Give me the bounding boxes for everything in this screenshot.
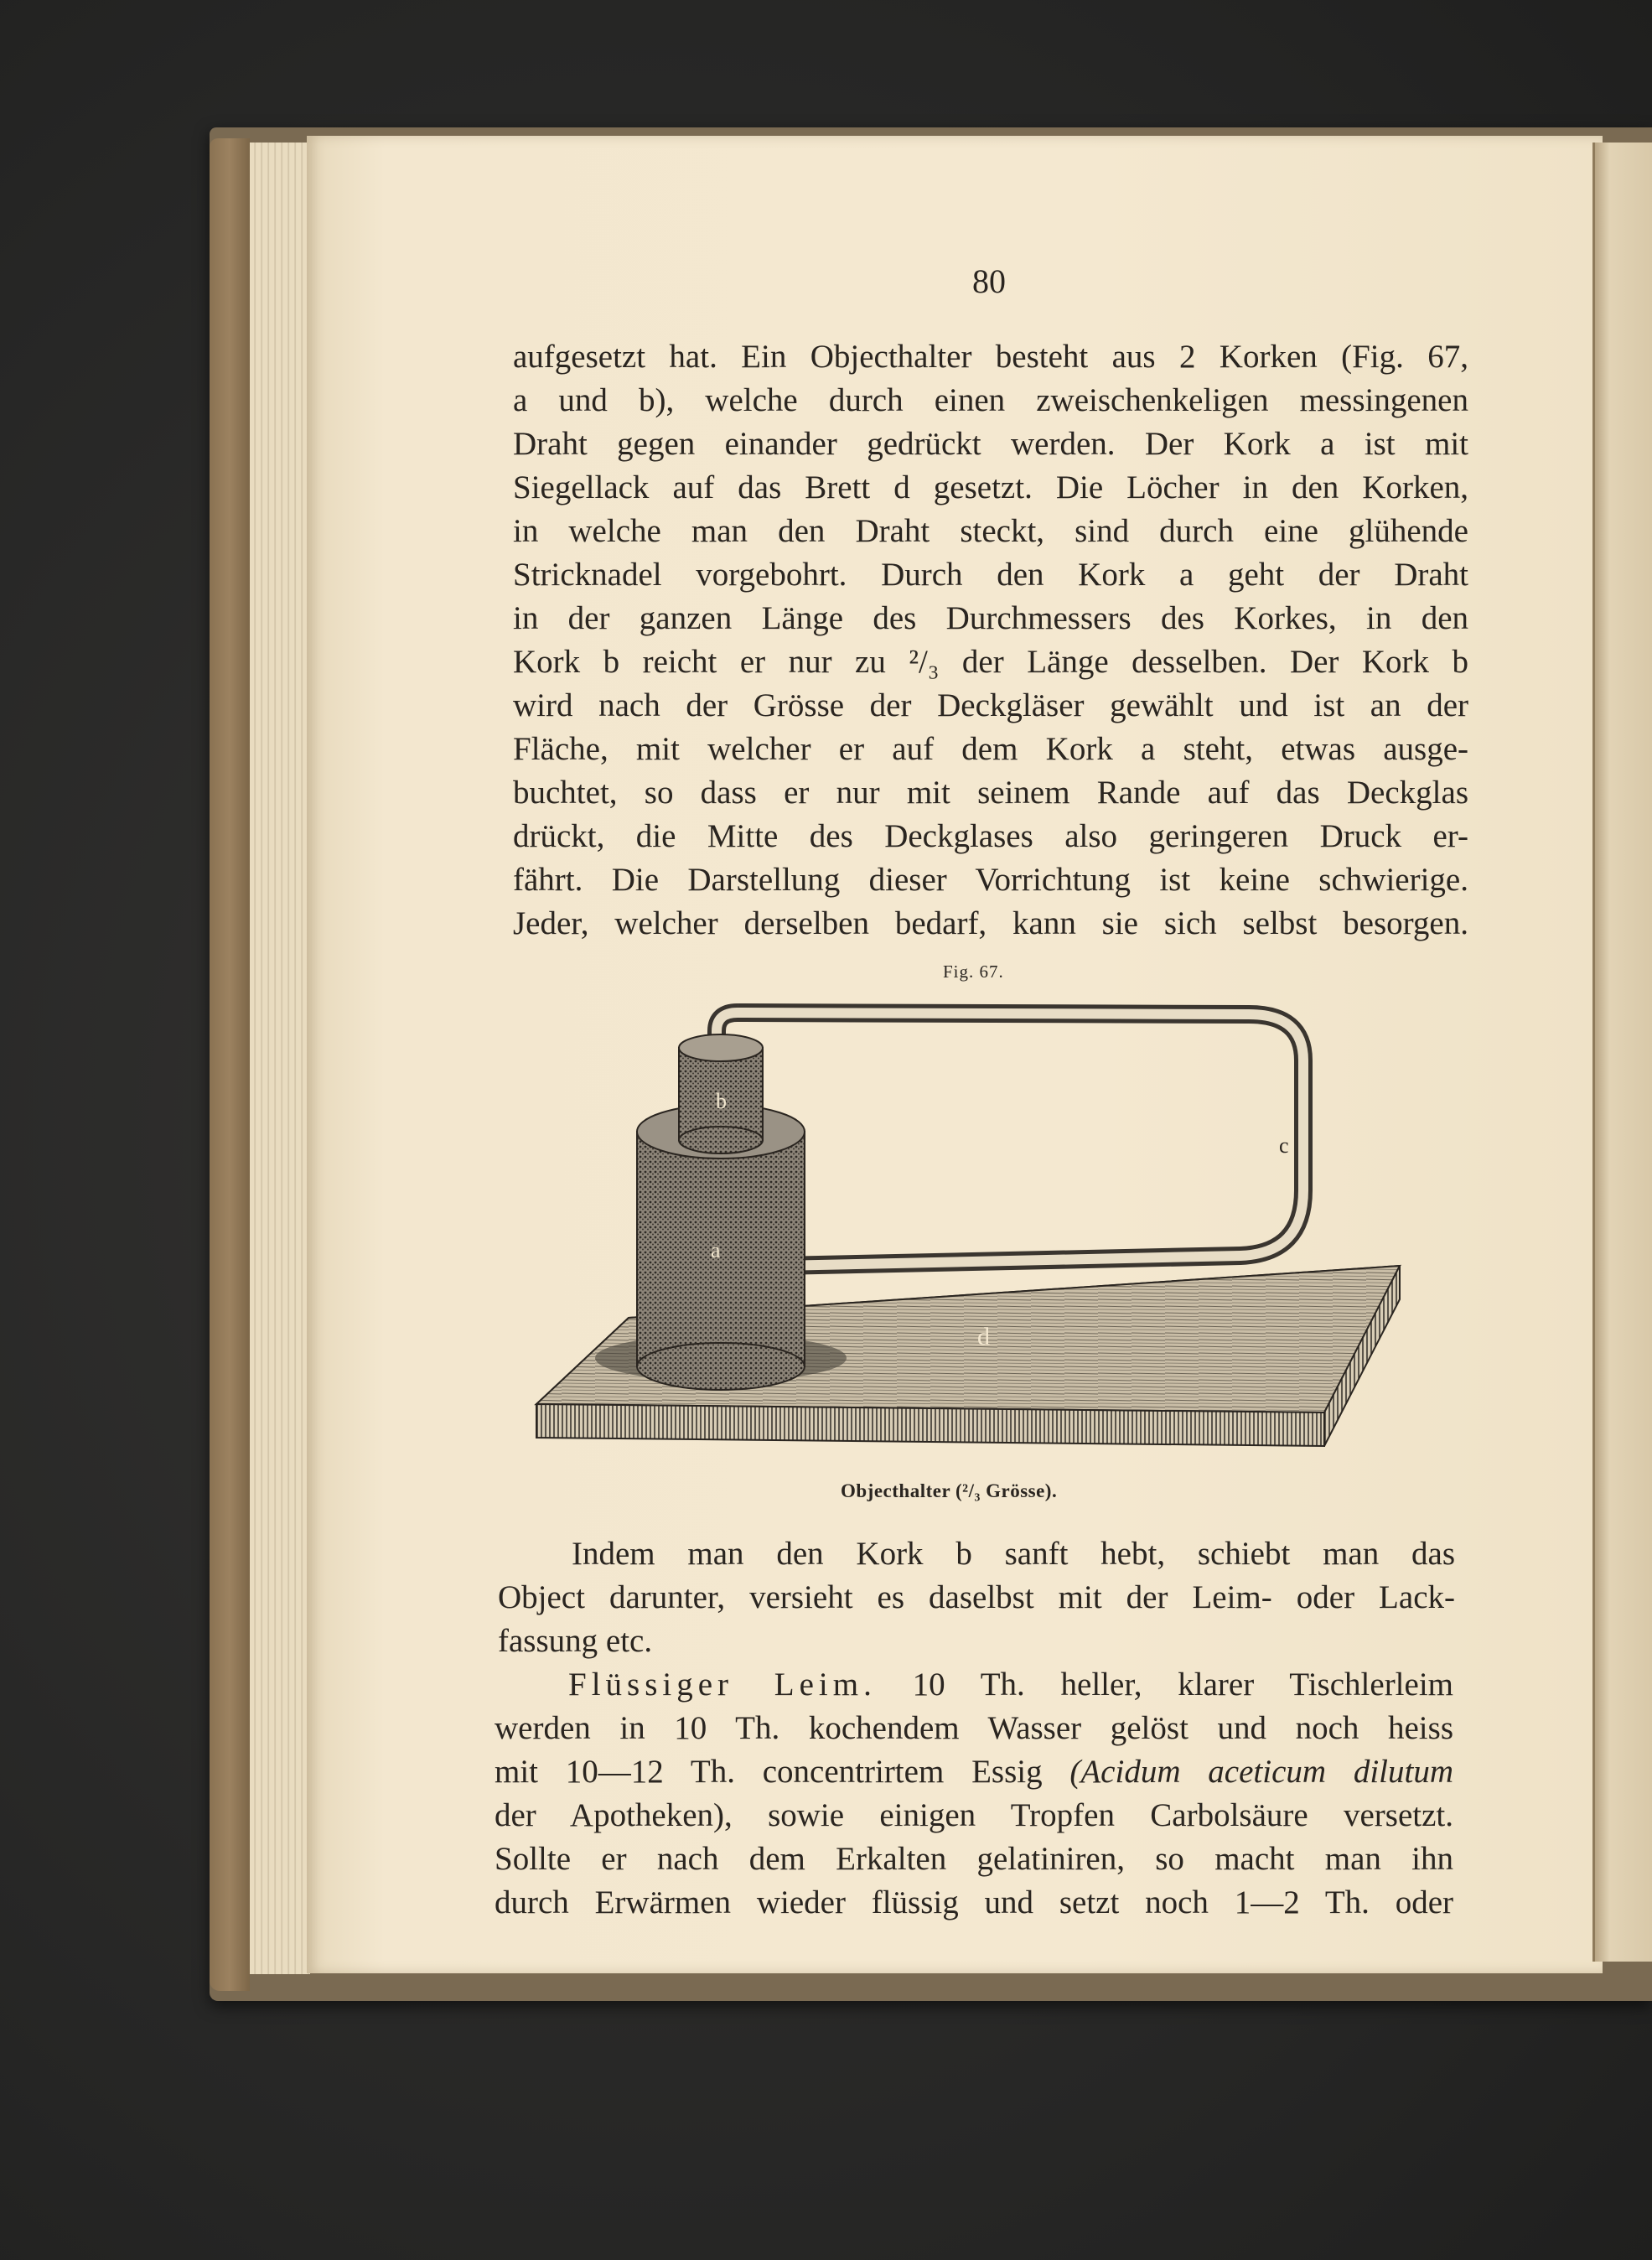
section-heading: Flüssiger Leim. <box>568 1666 877 1703</box>
text-span: 10 Th. heller, klarer Tischlerleim <box>912 1666 1453 1703</box>
text-line: in der ganzen Länge des Durchmessers des Korkes, in den <box>513 600 1468 636</box>
text-line: in welche man den Draht steckt, sind durch eine glühende <box>513 513 1468 549</box>
text-line: Siegellack auf das Brett d gesetzt. Die Löcher in den Korken, <box>513 469 1468 505</box>
text-line: Jeder, welcher derselben bedarf, kann sie sich selbst besorgen. <box>513 905 1468 941</box>
text-line <box>495 1663 1453 1707</box>
wire-lower <box>738 1013 1303 1266</box>
text-line: aufgesetzt hat. Ein Objecthalter besteht aus 2 Korken (Fig. 67, <box>513 339 1468 375</box>
text-line: Indem man den Kork b sanft hebt, schiebt man das <box>572 1536 1455 1572</box>
paragraph-objecthalter-description <box>513 335 1468 946</box>
text-line <box>495 1750 1453 1794</box>
page-number: 80 <box>972 262 1006 300</box>
figure-label: Fig. 67. <box>943 962 1004 982</box>
italic-latin-term: (Acidum aceticum dilutum <box>1069 1754 1453 1790</box>
text-line: a und b), welche durch einen zweischenkeligen messingenen <box>513 382 1468 418</box>
facing-page-edge <box>1592 143 1652 1962</box>
text-line: Stricknadel vorgebohrt. Durch den Kork a geht der Draht <box>513 557 1468 593</box>
text-line: buchtet, so dass er nur mit seinem Rande auf das Deckglas <box>513 775 1468 811</box>
text-line: der Apotheken), sowie einigen Tropfen Carbolsäure versetzt. <box>495 1797 1453 1833</box>
text-line: Fläche, mit welcher er auf dem Kork a steht, etwas ausge- <box>513 731 1468 767</box>
text-line: fassung etc. <box>498 1623 653 1659</box>
text-line: fährt. Die Darstellung dieser Vorrichtung ist keine schwierige. <box>513 862 1468 898</box>
figure-caption: Objecthalter (²/₃ Grösse). <box>841 1480 1058 1501</box>
book-spine <box>210 138 250 1991</box>
figure-part-label-b: b <box>716 1089 727 1113</box>
text-line: drückt, die Mitte des Deckglases also geringeren Druck er- <box>513 818 1468 854</box>
board-front <box>536 1404 1324 1446</box>
text-line: Kork b reicht er nur zu ²/₃ der Länge desselben. Der Kork b <box>513 644 1468 680</box>
text-line: Object darunter, versieht es daselbst mit der Leim- oder Lack- <box>498 1579 1455 1615</box>
text-span: mit 10—12 Th. concentrirtem Essig <box>495 1754 1070 1790</box>
text-line: werden in 10 Th. kochendem Wasser gelöst und noch heiss <box>495 1710 1453 1746</box>
paragraph-fluessiger-leim <box>495 1663 1453 1925</box>
figure-objecthalter-illustration <box>528 989 1433 1484</box>
page-edges <box>250 143 310 1974</box>
text-line: Draht gegen einander gedrückt werden. Der Kork a ist mit <box>513 426 1468 462</box>
text-line: wird nach der Grösse der Deckgläser gewählt und ist an der <box>513 687 1468 723</box>
text-line: durch Erwärmen wieder flüssig und setzt noch 1—2 Th. oder <box>495 1884 1453 1920</box>
text-line: Sollte er nach dem Erkalten gelatiniren, so macht man ihn <box>495 1841 1453 1877</box>
figure-part-label-d: d <box>977 1323 990 1350</box>
paragraph-usage <box>498 1532 1455 1663</box>
figure-part-label-c: c <box>1279 1133 1289 1158</box>
cork-a <box>637 1132 805 1366</box>
figure-part-label-a: a <box>711 1238 721 1262</box>
